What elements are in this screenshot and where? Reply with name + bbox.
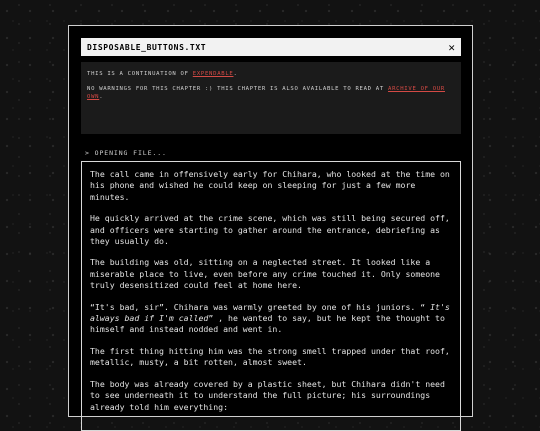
- dialogue-thought: It's always bad if I'm called: [90, 301, 450, 324]
- dialogue-part-a: “It's bad, sir”. Chihara was warmly greeted by one of his juniors. “: [90, 301, 431, 312]
- continuation-note: [87, 70, 455, 79]
- story-paragraph-3: The building was old, sitting on a neglected street. It looked like a miserable place to live, even before any crime touched it. Only someone truly desensitized could feel at home here.: [90, 257, 440, 291]
- story-paragraph-5: The first thing hitting him was the strong smell trapped under that roof, metallic, musty, a bit rotten, almost sweet.: [90, 345, 450, 368]
- story-paragraph-4: [90, 302, 452, 336]
- file-window: [68, 25, 473, 417]
- story-paragraph-6: The body was already covered by a plastic sheet, but Chihara didn't need to see underneath it to understand the full picture; his surroundings already told him everything:: [90, 378, 445, 412]
- expendable-link[interactable]: EXPENDABLE: [192, 71, 234, 77]
- warnings-suffix: .: [99, 94, 104, 101]
- story-paragraph-2: He quickly arrived at the crime scene, which was still being secured off, and officers were starting to gather around the entrance, debriefing as they usually do.: [90, 213, 450, 247]
- dialogue-part-b: ” , he wanted to say, but he kept the thought to himself and instead nodded and went in.: [90, 313, 445, 335]
- continuation-prefix: THIS IS A CONTINUATION OF: [87, 71, 189, 77]
- story-paragraph-1: The call came in offensively early for Chihara, who looked at the time on his phone and wished he could keep on sleeping for just a few more minutes.: [90, 169, 450, 202]
- opening-file-label: > OPENING FILE...: [85, 149, 167, 157]
- story-text-box[interactable]: [81, 161, 461, 431]
- archive-link[interactable]: ARCHIVE OF OUR OWN: [87, 85, 445, 101]
- window-title: DISPOSABLE_BUTTONS.TXT: [87, 42, 207, 52]
- window-titlebar: [81, 38, 461, 56]
- chapter-notes: [81, 62, 461, 134]
- warnings-prefix: NO WARNINGS FOR THIS CHAPTER :) THIS CHAPTER IS ALSO AVAILABLE TO READ AT: [87, 85, 384, 92]
- continuation-suffix: .: [233, 71, 238, 77]
- close-icon[interactable]: ✕: [448, 40, 455, 54]
- warnings-note: [87, 85, 455, 102]
